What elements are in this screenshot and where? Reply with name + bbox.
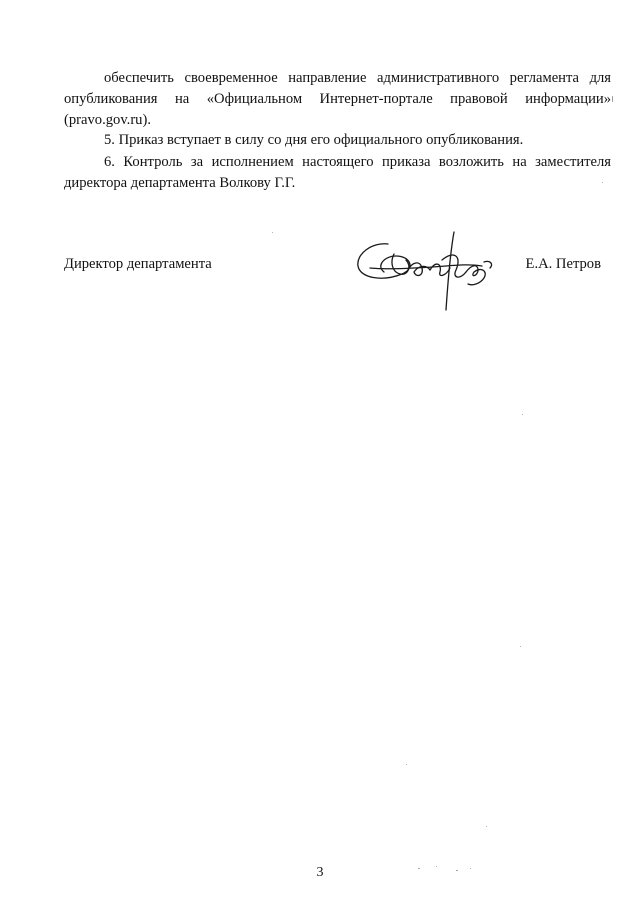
scan-speck [418,868,420,869]
paragraph-item-6: 6. Контроль за исполнением настоящего приказа возложить на заместителя директора департамента Волкову Г.Г. [64,154,611,191]
scan-speck [612,96,613,102]
scan-speck [520,646,521,647]
signatory-name: Е.А. Петров [525,256,601,272]
scan-speck [436,866,437,867]
scan-speck [602,182,603,183]
handwritten-signature [350,224,500,314]
signatory-position: Директор департамента [64,256,212,272]
scan-speck [456,870,458,871]
scan-speck [272,232,273,233]
paragraph-publication: обеспечить своевременное направление административного регламента для опубликования на «Официальном Интернет-портале правовой информации» (pravo.gov.ru). [64,70,611,128]
paragraph-item-5: 5. Приказ вступает в силу со дня его официального опубликования. [104,132,524,148]
page-number: 3 [316,865,324,880]
scan-speck [486,826,487,827]
scan-speck [406,764,407,765]
scan-speck [522,414,523,415]
scan-speck [470,868,471,869]
signature-block [64,252,611,312]
